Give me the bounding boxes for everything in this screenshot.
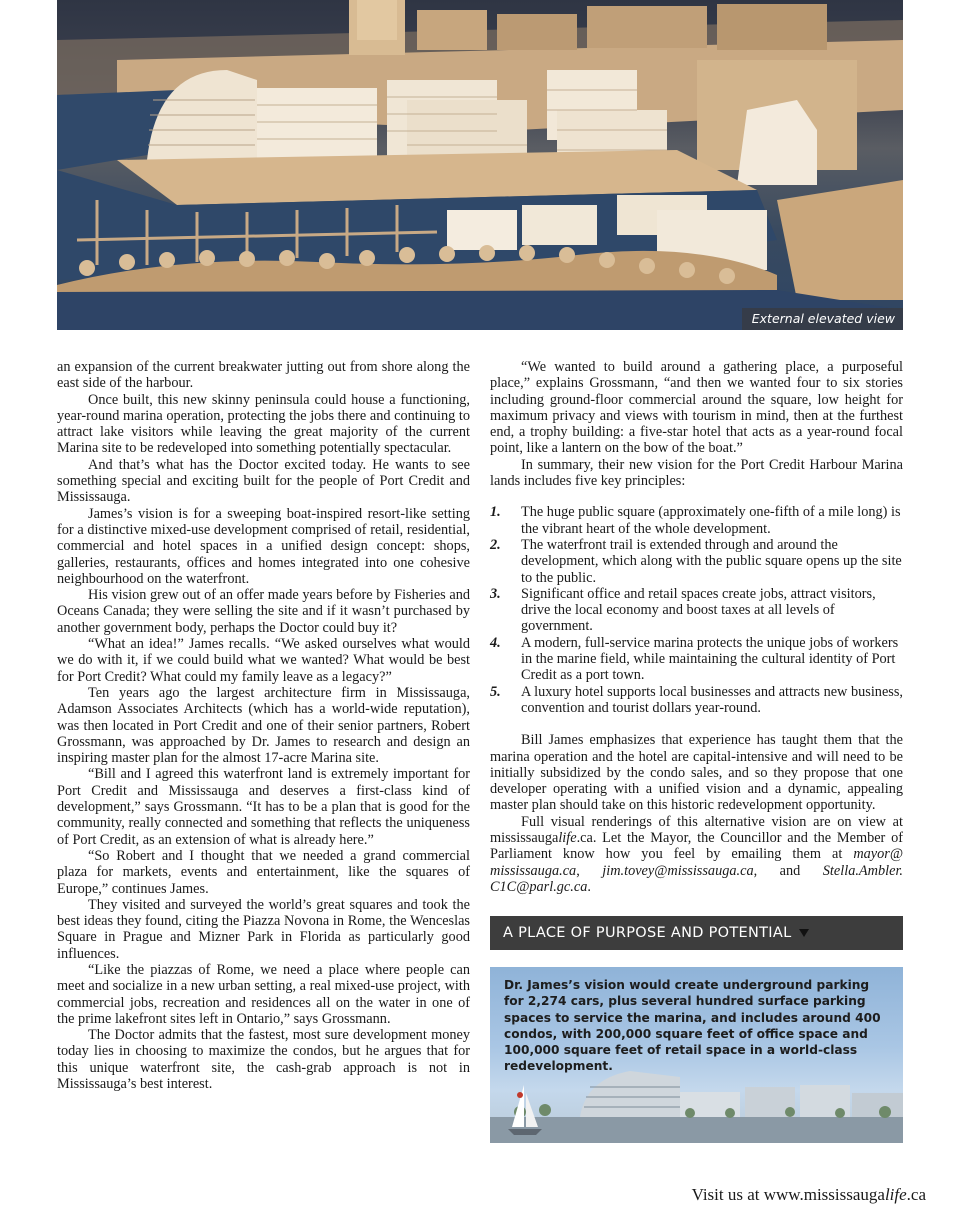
paragraph: His vision grew out of an offer made years before by Fisheries and Oceans Canada; they were selling the site and if it wasn’t purchased by another government body, perhaps the Doctor could buy it? <box>57 587 470 636</box>
list-number: 5. <box>490 683 501 700</box>
footer-suffix: .ca <box>906 1185 926 1204</box>
paragraph: “We wanted to build around a gathering place, a purposeful place,” explains Grossmann, “and then we wanted four to six stories including ground-floor commercial around the square, low height for maximum privacy and views with tourism in mind, then at the furthest end, a trophy building: a five-star hotel that acts as a year-round focal point, like a lantern on the bow of the boat.” <box>490 359 903 457</box>
article-left-column <box>57 359 470 1092</box>
sidebar-box <box>490 967 903 1143</box>
paragraph: “What an idea!” James recalls. “We asked ourselves what would we do with it, if we could build what we wanted? What would be best for Port Credit? What could my family leave as a legacy?” <box>57 636 470 685</box>
paragraph: “Like the piazzas of Rome, we need a place where people can meet and socialize in a new urban setting, a real mixed-use project, with commercial jobs, recreation and residences all on the water in one of the prime lakefront sites left in Ontario,” says Grossmann. <box>57 961 470 1027</box>
text: , and <box>753 862 823 879</box>
list-item <box>490 537 903 586</box>
paragraph: Once built, this new skinny peninsula could house a functioning, year-round marina operation, protecting the jobs there and continuing to attract lake visitors while leaving the great majority of the current Marina site to be redeveloped into something potentially spectacular. <box>57 391 470 457</box>
list-number: 2. <box>490 536 501 553</box>
paragraph: James’s vision is for a sweeping boat-inspired resort-like setting for a distinctive mixed-use development comprised of retail, residential, commercial and hotel spaces in a unified design concept: shops, galleries, restaurants, offices and homes integrated into one cohesive neighbourhood on the waterfront. <box>57 505 470 587</box>
paragraph-contact <box>490 814 903 895</box>
text: , <box>576 862 603 879</box>
image-caption: External elevated view <box>742 308 903 330</box>
sidebar-title: A PLACE OF PURPOSE AND POTENTIAL <box>503 925 792 941</box>
sidebar-body-text: Dr. James’s vision would create underground parking for 2,274 cars, plus several hundred surface parking spaces to service the marina, and includes around 400 condos, with 200,000 square feet of office space and 100,000 square feet of retail space in a world-class redevelopment. <box>504 978 881 1074</box>
paragraph: “So Robert and I thought that we needed a grand commercial plaza for markets, events and entertainment, like the squares of Europe,” continues James. <box>57 847 470 897</box>
paragraph: In summary, their new vision for the Port Credit Harbour Marina lands includes five key principles: <box>490 456 903 490</box>
paragraph: And that’s what has the Doctor excited today. He wants to see something special and exciting built for the people of Port Credit and Mississauga. <box>57 456 470 506</box>
paragraph: The Doctor admits that the fastest, most sure development money today lies in choosing to maximize the condos, but he argues that for this unique waterfront site, the cash-grab approach is not in Mississauga’s best interest. <box>57 1027 470 1093</box>
key-principles-list <box>490 504 903 716</box>
text: .ca. Let the Mayor, the Councillor and the Member of Parliament know how you feel by emailing them at <box>490 830 903 863</box>
list-item-text: A modern, full-service marina protects the unique jobs of workers in the marine field, while maintaining the cultural identity of Port Credit as a port town. <box>521 634 899 684</box>
list-item <box>490 635 903 684</box>
email-councillor[interactable]: jim.tovey@mississauga.ca <box>602 862 754 879</box>
list-number: 1. <box>490 504 501 521</box>
list-number: 4. <box>490 634 501 651</box>
list-item-text: A luxury hotel supports local businesses and attracts new business, convention and tourist dollars year-round. <box>521 683 903 716</box>
list-item <box>490 504 903 537</box>
footer-website[interactable] <box>692 1185 926 1205</box>
paragraph: Bill James emphasizes that experience has taught them that the marina operation and the hotel are capital-intensive and will need to be initially subsidized by the condo sales, and so they propose that one developer operating with a unified vision and a dynamic, appealing master plan should take on this historic redevelopment opportunity. <box>490 732 903 814</box>
paragraph: an expansion of the current breakwater jutting out from shore along the east side of the harbour. <box>57 359 470 392</box>
paragraph: “Bill and I agreed this waterfront land is extremely important for Port Credit and Mississauga and deserves a first-class kind of development,” says Grossmann. “It has to be a plan that is good for the community, really connected and something that reflects the uniqueness of Port Credit, as an extension of what is already here.” <box>57 766 470 848</box>
footer-prefix: Visit us at www.mississauga <box>691 1185 885 1204</box>
triangle-down-icon <box>799 929 809 937</box>
sidebar-header <box>490 916 903 950</box>
footer-italic: life <box>884 1185 907 1204</box>
paragraph: Ten years ago the largest architecture firm in Mississauga, Adamson Associates Architects (which has a world-wide reputation), was then located in Port Credit and one of their senior partners, Robert Grossmann, was approached by Dr. James to research and design an inspiring master plan for the almost 17-acre Marina site. <box>57 684 470 767</box>
article-right-column <box>490 359 903 895</box>
email-mayor[interactable]: mayor@ mississauga.ca <box>490 846 903 879</box>
list-item <box>490 684 903 717</box>
text-italic: life <box>558 830 577 847</box>
list-number: 3. <box>490 585 501 602</box>
paragraph: They visited and surveyed the world’s great squares and took the best ideas they found, citing the Piazza Novona in Rome, the Wenceslas Square in Prague and Mizner Park in Florida as particularly good influences. <box>57 896 470 962</box>
architectural-model-photo <box>57 0 903 330</box>
text: . <box>587 878 591 895</box>
list-item-text: The huge public square (approximately one-fifth of a mile long) is the vibrant heart of the whole development. <box>521 504 901 537</box>
list-item <box>490 586 903 635</box>
list-item-text: Significant office and retail spaces create jobs, attract visitors, drive the local economy and boost taxes at all levels of government. <box>521 585 876 635</box>
model-illustration <box>57 0 903 330</box>
email-mp[interactable]: Stella.Ambler. C1C@parl.gc.ca <box>490 862 903 895</box>
list-item-text: The waterfront trail is extended through and around the development, which along with the public square opens up the site to the public. <box>521 536 902 586</box>
text: Full visual renderings of this alternative vision are on view at mississauga <box>490 813 903 847</box>
